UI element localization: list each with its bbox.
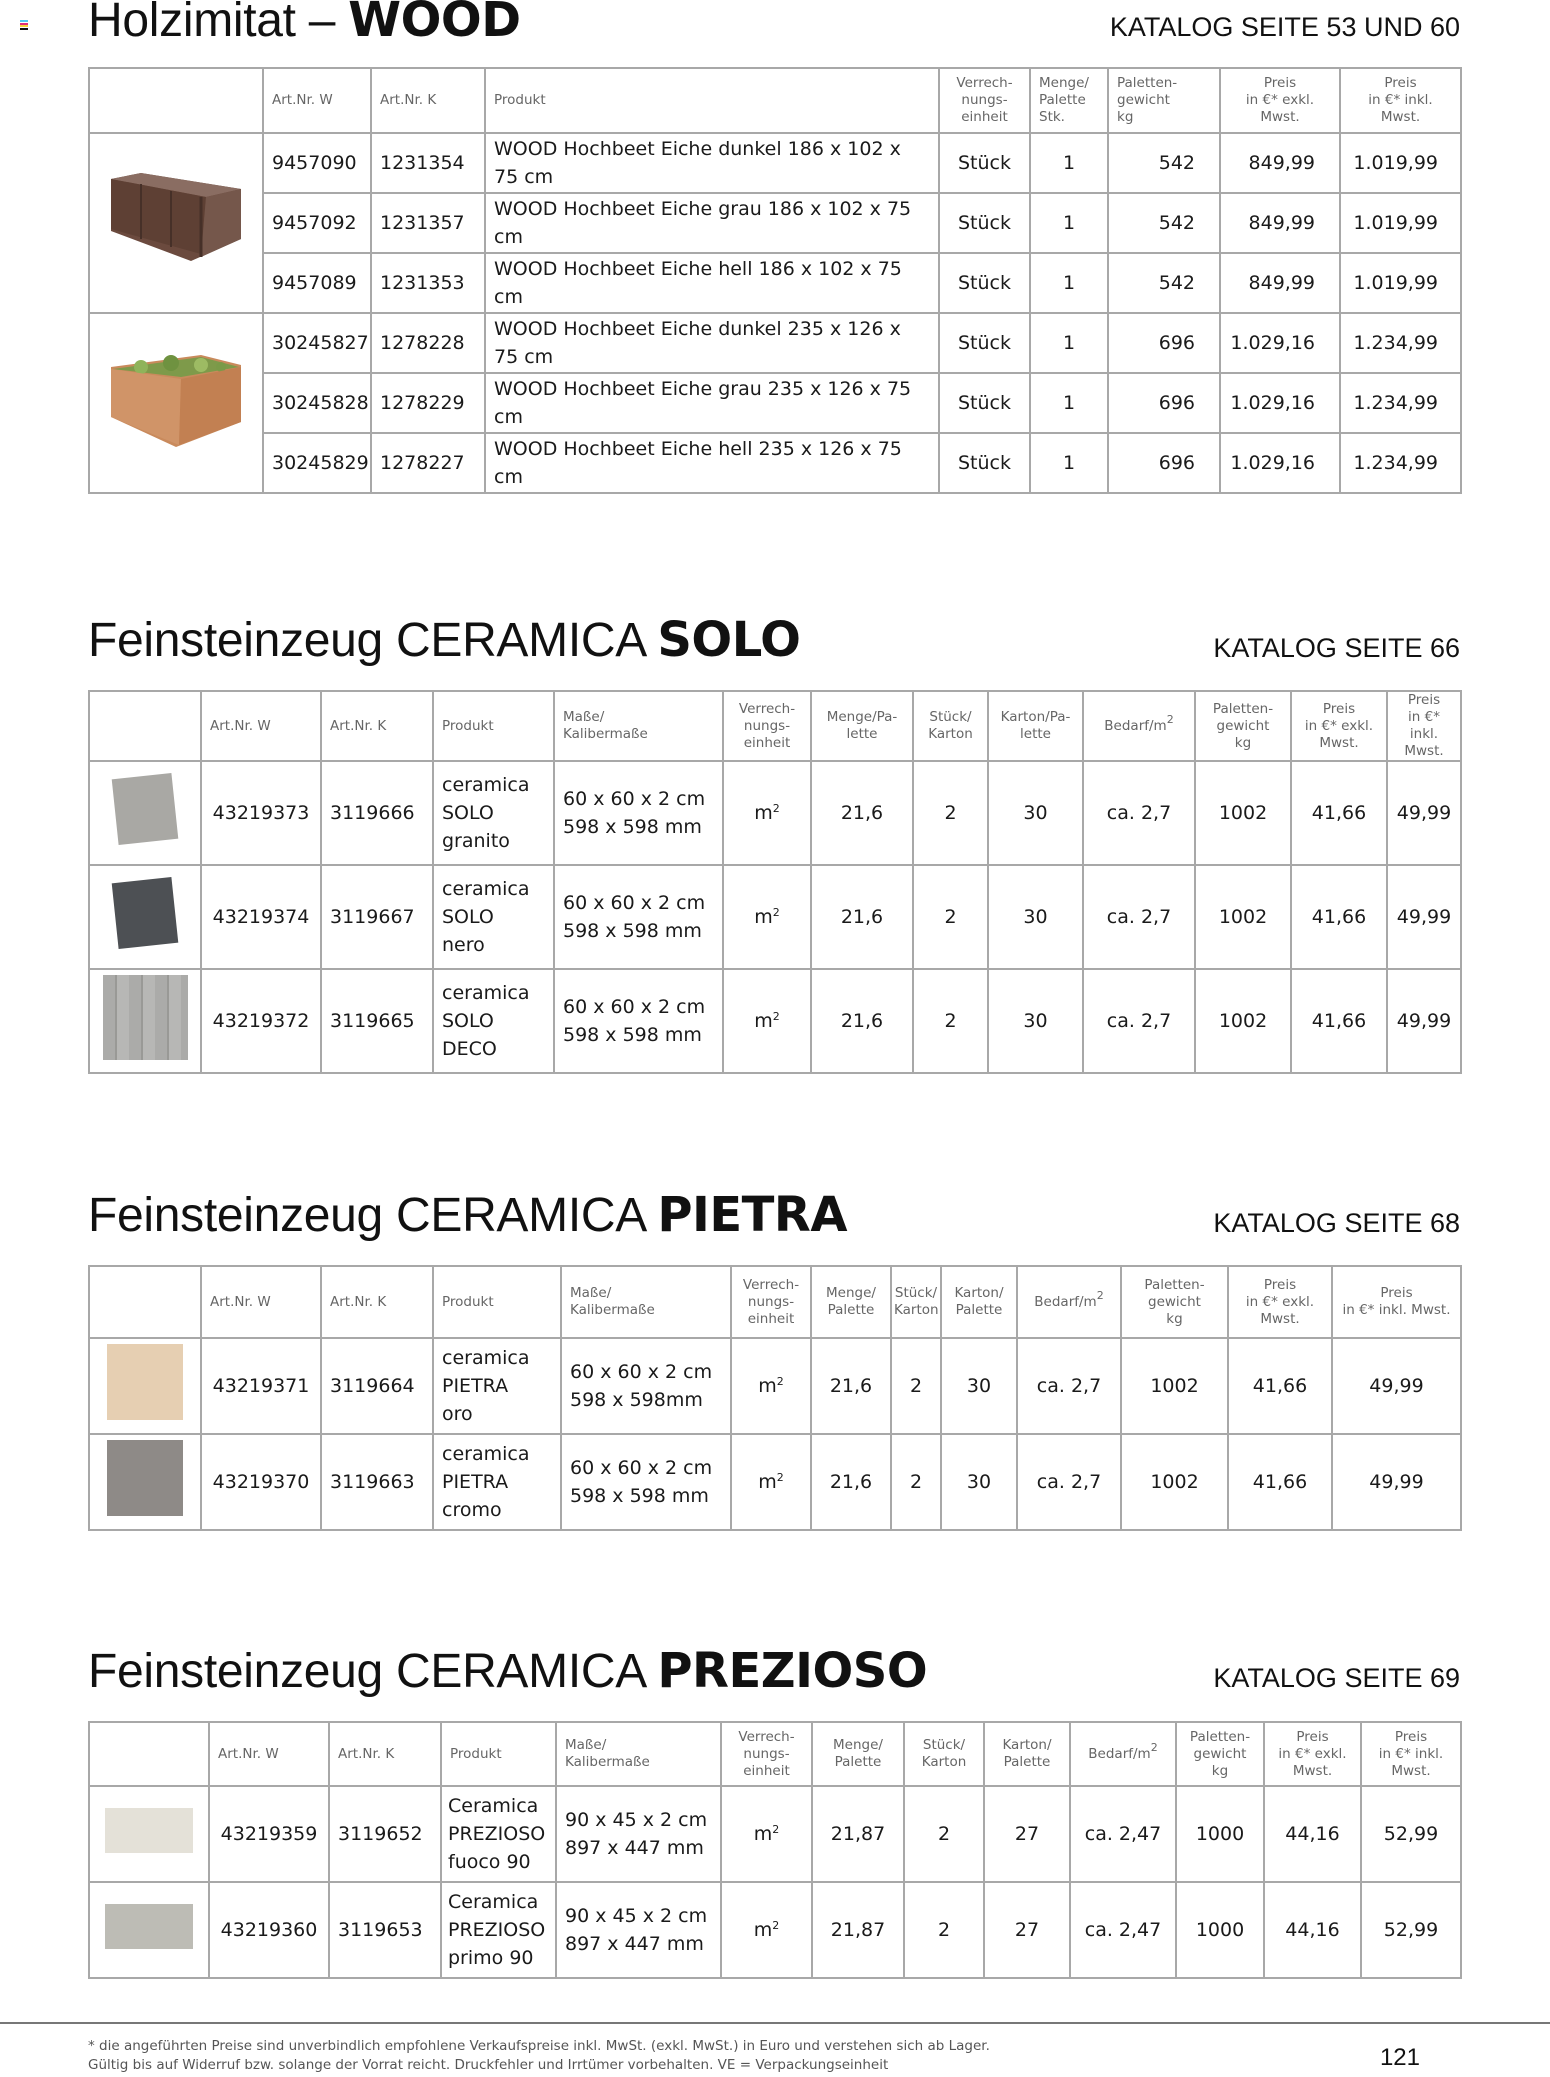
preis-inkl: 49,99 bbox=[1332, 1434, 1461, 1530]
art-nr-w: 30245827 bbox=[263, 313, 371, 373]
col-header-produkt: Produkt bbox=[433, 691, 554, 761]
table-header-row bbox=[89, 1722, 1461, 1786]
masse-line: 90 x 45 x 2 cm bbox=[565, 1905, 708, 1927]
produkt-line: ceramica bbox=[442, 1443, 530, 1465]
einheit: Stück bbox=[939, 253, 1030, 313]
title-bold: PIETRA bbox=[657, 1187, 848, 1243]
bedarf: ca. 2,7 bbox=[1083, 969, 1195, 1073]
preis-inkl: 49,99 bbox=[1387, 865, 1461, 969]
col-header-verrechnung: Verrech- nungs- einheit bbox=[723, 691, 811, 761]
masse bbox=[556, 1786, 721, 1882]
masse-line: 598 x 598 mm bbox=[563, 920, 702, 942]
produkt-line: Ceramica bbox=[448, 1891, 539, 1913]
einheit: Stück bbox=[939, 373, 1030, 433]
einheit-value: m bbox=[758, 1375, 777, 1397]
bedarf: ca. 2,47 bbox=[1070, 1882, 1176, 1978]
hochbeet-dunkel-image bbox=[101, 169, 251, 269]
product-image-cell bbox=[89, 1434, 201, 1530]
col-header-karton: Karton/ Palette bbox=[941, 1266, 1017, 1338]
col-header-produkt: Produkt bbox=[433, 1266, 561, 1338]
produkt: WOOD Hochbeet Eiche hell 186 x 102 x 75 cm bbox=[485, 253, 939, 313]
gewicht: 1002 bbox=[1121, 1434, 1228, 1530]
col-header-art-k: Art.Nr. K bbox=[329, 1722, 441, 1786]
katalog-reference-pietra: KATALOG SEITE 68 bbox=[1213, 1208, 1460, 1238]
einheit: $m^2$ bbox=[723, 865, 811, 969]
col-header-menge: Menge/ Palette bbox=[812, 1722, 904, 1786]
produkt-line: ceramica bbox=[442, 1347, 530, 1369]
col-header-karton: Karton/ Palette bbox=[984, 1722, 1070, 1786]
product-image-cell bbox=[89, 133, 263, 313]
produkt-line: Ceramica bbox=[448, 1795, 539, 1817]
table-row bbox=[89, 253, 1461, 313]
masse-line: 90 x 45 x 2 cm bbox=[565, 1809, 708, 1831]
produkt: WOOD Hochbeet Eiche dunkel 186 x 102 x 75 cm bbox=[485, 133, 939, 193]
art-nr-k: 3119652 bbox=[329, 1786, 441, 1882]
stueck: 2 bbox=[913, 865, 988, 969]
art-nr-w: 30245829 bbox=[263, 433, 371, 493]
produkt bbox=[441, 1882, 556, 1978]
produkt-line: granito bbox=[442, 830, 510, 852]
title-regular: Feinsteinzeug CERAMICA bbox=[88, 1645, 658, 1698]
image-header bbox=[89, 691, 201, 761]
art-nr-w: 9457089 bbox=[263, 253, 371, 313]
col-header-stueck: Stück/ Karton bbox=[913, 691, 988, 761]
produkt-line: cromo bbox=[442, 1499, 502, 1521]
produkt-line: PREZIOSO bbox=[448, 1919, 546, 1941]
preis-inkl: 49,99 bbox=[1332, 1338, 1461, 1434]
einheit: Stück bbox=[939, 193, 1030, 253]
menge: 1 bbox=[1030, 433, 1108, 493]
product-image-cell bbox=[89, 969, 201, 1073]
footer-divider bbox=[0, 2022, 1550, 2024]
karton: 30 bbox=[988, 969, 1083, 1073]
col-header-art-k: Art.Nr. K bbox=[371, 68, 485, 133]
table-row bbox=[89, 865, 1461, 969]
art-nr-k: 3119665 bbox=[321, 969, 433, 1073]
stueck: 2 bbox=[913, 761, 988, 865]
col-header-gewicht: Paletten- gewicht kg bbox=[1108, 68, 1220, 133]
gewicht: 542 bbox=[1108, 253, 1220, 313]
einheit: Stück bbox=[939, 433, 1030, 493]
title-bold: WOOD bbox=[348, 0, 521, 48]
masse bbox=[554, 865, 723, 969]
einheit-value: m bbox=[754, 1010, 773, 1032]
col-header-preis-exkl: Preis in €* exkl. Mwst. bbox=[1291, 691, 1387, 761]
prezioso-product-table bbox=[88, 1721, 1462, 1979]
preis-inkl: 52,99 bbox=[1361, 1786, 1461, 1882]
gewicht: 696 bbox=[1108, 433, 1220, 493]
stueck: 2 bbox=[913, 969, 988, 1073]
katalog-reference-wood: KATALOG SEITE 53 UND 60 bbox=[1109, 12, 1460, 42]
bedarf-label: Bedarf/m bbox=[1104, 717, 1167, 734]
produkt-line: DECO bbox=[442, 1038, 497, 1060]
col-header-preis-inkl: Preis in €* inkl. Mwst. bbox=[1340, 68, 1461, 133]
art-nr-k: 1278229 bbox=[371, 373, 485, 433]
footnote-line: * die angeführten Preise sind unverbindlich empfohlene Verkaufspreise inkl. MwSt. (exkl. MwSt.) in Euro und verstehen sich ab Lager. bbox=[88, 2038, 990, 2054]
col-header-menge: Menge/ Palette bbox=[811, 1266, 891, 1338]
col-header-gewicht: Paletten- gewicht kg bbox=[1176, 1722, 1264, 1786]
title-regular: Feinsteinzeug CERAMICA bbox=[88, 1189, 658, 1242]
gewicht: 1002 bbox=[1195, 865, 1291, 969]
col-header-stueck: Stück/ Karton bbox=[904, 1722, 984, 1786]
art-nr-k: 1278227 bbox=[371, 433, 485, 493]
produkt-line: PREZIOSO bbox=[448, 1823, 546, 1845]
art-nr-k: 3119664 bbox=[321, 1338, 433, 1434]
product-image-cell bbox=[89, 1882, 209, 1978]
preis-exkl: 41,66 bbox=[1228, 1434, 1332, 1530]
col-header-art-k: Art.Nr. K bbox=[321, 691, 433, 761]
col-header-verrechnung: Verrech- nungs- einheit bbox=[721, 1722, 812, 1786]
section-title-prezioso bbox=[88, 1643, 927, 1699]
stueck: 2 bbox=[891, 1338, 941, 1434]
tile-swatch-fuoco bbox=[105, 1808, 193, 1853]
masse-line: 60 x 60 x 2 cm bbox=[563, 892, 706, 914]
col-header-art-w: Art.Nr. W bbox=[201, 691, 321, 761]
col-header-bedarf: Bedarf/$m^2$ bbox=[1070, 1722, 1176, 1786]
einheit: $m^2$ bbox=[721, 1882, 812, 1978]
produkt-line: PIETRA bbox=[442, 1471, 509, 1493]
art-nr-w: 43219374 bbox=[201, 865, 321, 969]
bedarf-label: Bedarf/m bbox=[1034, 1293, 1097, 1310]
col-header-art-w: Art.Nr. W bbox=[263, 68, 371, 133]
col-header-verrechnung: Verrech- nungs- einheit bbox=[731, 1266, 811, 1338]
col-header-produkt: Produkt bbox=[441, 1722, 556, 1786]
col-header-verrechnung: Verrech- nungs- einheit bbox=[939, 68, 1030, 133]
page-number: 121 bbox=[1379, 2044, 1420, 2071]
produkt bbox=[433, 969, 554, 1073]
art-nr-w: 9457092 bbox=[263, 193, 371, 253]
col-header-masse: Maße/ Kalibermaße bbox=[556, 1722, 721, 1786]
einheit-value: m bbox=[753, 1919, 773, 1941]
gewicht: 1002 bbox=[1195, 761, 1291, 865]
title-bold: PREZIOSO bbox=[657, 1643, 928, 1699]
produkt-line: ceramica bbox=[442, 774, 530, 796]
preis-exkl: 41,66 bbox=[1291, 969, 1387, 1073]
col-header-preis-inkl: Preis in €* inkl. Mwst. bbox=[1361, 1722, 1461, 1786]
title-bold: SOLO bbox=[657, 612, 801, 668]
einheit: $m^2$ bbox=[731, 1434, 811, 1530]
col-header-bedarf: Bedarf/$m^2$ bbox=[1083, 691, 1195, 761]
table-row bbox=[89, 313, 1461, 373]
menge: 21,6 bbox=[811, 1434, 891, 1530]
menge: 1 bbox=[1030, 313, 1108, 373]
tile-swatch-primo bbox=[105, 1904, 193, 1949]
tile-swatch-oro bbox=[107, 1344, 183, 1420]
gewicht: 696 bbox=[1108, 373, 1220, 433]
table-row bbox=[89, 1786, 1461, 1882]
produkt-line: ceramica bbox=[442, 982, 530, 1004]
print-registration-mark bbox=[20, 20, 28, 29]
product-image-cell bbox=[89, 761, 201, 865]
preis-exkl: 41,66 bbox=[1291, 761, 1387, 865]
art-nr-k: 1231354 bbox=[371, 133, 485, 193]
karton: 27 bbox=[984, 1882, 1070, 1978]
table-header-row bbox=[89, 68, 1461, 133]
art-nr-w: 30245828 bbox=[263, 373, 371, 433]
masse-line: 60 x 60 x 2 cm bbox=[563, 788, 706, 810]
produkt-line: PIETRA bbox=[442, 1375, 509, 1397]
einheit: $m^2$ bbox=[731, 1338, 811, 1434]
tile-swatch-nero bbox=[112, 877, 179, 949]
menge: 21,87 bbox=[812, 1882, 904, 1978]
produkt bbox=[433, 865, 554, 969]
image-header bbox=[89, 68, 263, 133]
hochbeet-hell-bepflanzt-image bbox=[101, 347, 251, 452]
preis-exkl: 41,66 bbox=[1228, 1338, 1332, 1434]
masse-line: 60 x 60 x 2 cm bbox=[570, 1361, 713, 1383]
gewicht: 1002 bbox=[1195, 969, 1291, 1073]
produkt-line: nero bbox=[442, 934, 485, 956]
footnote-line: Gültig bis auf Widerruf bzw. solange der Vorrat reicht. Druckfehler und Irrtümer vorbehalten. VE = Verpackungseinheit bbox=[88, 2057, 889, 2073]
preis-inkl: 49,99 bbox=[1387, 761, 1461, 865]
preis-inkl: 1.019,99 bbox=[1340, 253, 1461, 313]
bedarf-label: Bedarf/m bbox=[1088, 1745, 1151, 1762]
col-header-gewicht: Paletten- gewicht kg bbox=[1121, 1266, 1228, 1338]
masse-line: 897 x 447 mm bbox=[565, 1933, 704, 1955]
table-row bbox=[89, 969, 1461, 1073]
preis-exkl: 44,16 bbox=[1264, 1882, 1361, 1978]
tile-swatch-cromo bbox=[107, 1440, 183, 1516]
menge: 1 bbox=[1030, 133, 1108, 193]
bedarf: ca. 2,47 bbox=[1070, 1786, 1176, 1882]
produkt bbox=[433, 1434, 561, 1530]
preis-exkl: 44,16 bbox=[1264, 1786, 1361, 1882]
produkt-line: ceramica bbox=[442, 878, 530, 900]
menge: 21,6 bbox=[811, 1338, 891, 1434]
preis-exkl: 1.029,16 bbox=[1220, 433, 1340, 493]
menge: 21,6 bbox=[811, 969, 913, 1073]
produkt: WOOD Hochbeet Eiche hell 235 x 126 x 75 cm bbox=[485, 433, 939, 493]
table-row bbox=[89, 761, 1461, 865]
menge: 21,87 bbox=[812, 1786, 904, 1882]
table-header-row bbox=[89, 1266, 1461, 1338]
art-nr-w: 43219370 bbox=[201, 1434, 321, 1530]
einheit-value: m bbox=[754, 906, 773, 928]
table-row bbox=[89, 373, 1461, 433]
karton: 30 bbox=[941, 1434, 1017, 1530]
art-nr-w: 43219371 bbox=[201, 1338, 321, 1434]
produkt: WOOD Hochbeet Eiche grau 186 x 102 x 75 cm bbox=[485, 193, 939, 253]
tile-swatch-granito bbox=[112, 773, 179, 845]
art-nr-k: 1231357 bbox=[371, 193, 485, 253]
einheit: Stück bbox=[939, 133, 1030, 193]
produkt-line: fuoco 90 bbox=[448, 1851, 531, 1873]
karton: 30 bbox=[941, 1338, 1017, 1434]
bedarf: ca. 2,7 bbox=[1017, 1338, 1121, 1434]
masse-line: 598 x 598 mm bbox=[563, 1024, 702, 1046]
col-header-art-k: Art.Nr. K bbox=[321, 1266, 433, 1338]
tile-swatch-deco bbox=[103, 975, 188, 1060]
einheit: Stück bbox=[939, 313, 1030, 373]
menge: 1 bbox=[1030, 193, 1108, 253]
stueck: 2 bbox=[904, 1882, 984, 1978]
masse bbox=[561, 1434, 731, 1530]
preis-inkl: 49,99 bbox=[1387, 969, 1461, 1073]
section-title-pietra bbox=[88, 1187, 847, 1243]
table-row bbox=[89, 133, 1461, 193]
product-image-cell bbox=[89, 313, 263, 493]
col-header-gewicht: Paletten- gewicht kg bbox=[1195, 691, 1291, 761]
image-header bbox=[89, 1266, 201, 1338]
einheit-value: m bbox=[758, 1471, 777, 1493]
produkt-line: SOLO bbox=[442, 1010, 494, 1032]
col-header-preis-exkl: Preis in €* exkl. Mwst. bbox=[1220, 68, 1340, 133]
stueck: 2 bbox=[891, 1434, 941, 1530]
karton: 27 bbox=[984, 1786, 1070, 1882]
produkt-line: primo 90 bbox=[448, 1947, 534, 1969]
einheit: $m^2$ bbox=[723, 969, 811, 1073]
col-header-produkt: Produkt bbox=[485, 68, 939, 133]
col-header-masse: Maße/ Kalibermaße bbox=[561, 1266, 731, 1338]
col-header-art-w: Art.Nr. W bbox=[201, 1266, 321, 1338]
produkt bbox=[441, 1786, 556, 1882]
menge: 1 bbox=[1030, 373, 1108, 433]
col-header-masse: Maße/ Kalibermaße bbox=[554, 691, 723, 761]
stueck: 2 bbox=[904, 1786, 984, 1882]
wood-product-table bbox=[88, 67, 1462, 494]
produkt: WOOD Hochbeet Eiche grau 235 x 126 x 75 cm bbox=[485, 373, 939, 433]
table-row bbox=[89, 1434, 1461, 1530]
art-nr-k: 3119666 bbox=[321, 761, 433, 865]
produkt-line: oro bbox=[442, 1403, 473, 1425]
masse-line: 598 x 598 mm bbox=[570, 1485, 709, 1507]
preis-exkl: 849,99 bbox=[1220, 193, 1340, 253]
gewicht: 1000 bbox=[1176, 1786, 1264, 1882]
preis-exkl: 849,99 bbox=[1220, 253, 1340, 313]
masse-line: 598 x 598 mm bbox=[563, 816, 702, 838]
col-header-preis-exkl: Preis in €* exkl. Mwst. bbox=[1228, 1266, 1332, 1338]
preis-inkl: 1.019,99 bbox=[1340, 193, 1461, 253]
title-regular: Holzimitat – bbox=[88, 0, 349, 47]
masse bbox=[561, 1338, 731, 1434]
solo-product-table bbox=[88, 690, 1462, 1074]
gewicht: 542 bbox=[1108, 193, 1220, 253]
produkt bbox=[433, 1338, 561, 1434]
katalog-reference-prezioso: KATALOG SEITE 69 bbox=[1213, 1663, 1460, 1693]
art-nr-w: 43219359 bbox=[209, 1786, 329, 1882]
menge: 21,6 bbox=[811, 865, 913, 969]
col-header-menge: Menge/ Palette Stk. bbox=[1030, 68, 1108, 133]
product-image-cell bbox=[89, 1786, 209, 1882]
einheit: $m^2$ bbox=[721, 1786, 812, 1882]
masse-line: 60 x 60 x 2 cm bbox=[563, 996, 706, 1018]
art-nr-k: 1231353 bbox=[371, 253, 485, 313]
masse bbox=[554, 969, 723, 1073]
preis-exkl: 849,99 bbox=[1220, 133, 1340, 193]
table-row bbox=[89, 1338, 1461, 1434]
masse bbox=[554, 761, 723, 865]
masse-line: 60 x 60 x 2 cm bbox=[570, 1457, 713, 1479]
table-row bbox=[89, 193, 1461, 253]
katalog-reference-solo: KATALOG SEITE 66 bbox=[1213, 633, 1460, 663]
preis-inkl: 1.019,99 bbox=[1340, 133, 1461, 193]
pietra-product-table bbox=[88, 1265, 1462, 1531]
col-header-art-w: Art.Nr. W bbox=[209, 1722, 329, 1786]
section-title-solo bbox=[88, 612, 800, 668]
col-header-stueck: Stück/ Karton bbox=[891, 1266, 941, 1338]
table-row bbox=[89, 1882, 1461, 1978]
menge: 21,6 bbox=[811, 761, 913, 865]
masse-line: 598 x 598mm bbox=[570, 1389, 703, 1411]
title-regular: Feinsteinzeug CERAMICA bbox=[88, 614, 658, 667]
einheit: $m^2$ bbox=[723, 761, 811, 865]
einheit-value: m bbox=[754, 802, 773, 824]
section-title-wood bbox=[88, 0, 521, 48]
masse-line: 897 x 447 mm bbox=[565, 1837, 704, 1859]
price-footnote bbox=[88, 2037, 990, 2075]
karton: 30 bbox=[988, 865, 1083, 969]
art-nr-k: 1278228 bbox=[371, 313, 485, 373]
masse bbox=[556, 1882, 721, 1978]
gewicht: 1002 bbox=[1121, 1338, 1228, 1434]
art-nr-w: 43219373 bbox=[201, 761, 321, 865]
gewicht: 696 bbox=[1108, 313, 1220, 373]
gewicht: 1000 bbox=[1176, 1882, 1264, 1978]
produkt-line: SOLO bbox=[442, 906, 494, 928]
art-nr-k: 3119663 bbox=[321, 1434, 433, 1530]
preis-inkl: 1.234,99 bbox=[1340, 373, 1461, 433]
col-header-karton: Karton/Pa- lette bbox=[988, 691, 1083, 761]
art-nr-w: 43219360 bbox=[209, 1882, 329, 1978]
preis-exkl: 1.029,16 bbox=[1220, 373, 1340, 433]
bedarf: ca. 2,7 bbox=[1017, 1434, 1121, 1530]
einheit-value: m bbox=[753, 1823, 773, 1845]
gewicht: 542 bbox=[1108, 133, 1220, 193]
col-header-preis-inkl: Preis in €* inkl. Mwst. bbox=[1387, 691, 1461, 761]
preis-exkl: 41,66 bbox=[1291, 865, 1387, 969]
produkt-line: SOLO bbox=[442, 802, 494, 824]
col-header-bedarf: Bedarf/$m^2$ bbox=[1017, 1266, 1121, 1338]
product-image-cell bbox=[89, 1338, 201, 1434]
art-nr-w: 43219372 bbox=[201, 969, 321, 1073]
col-header-preis-exkl: Preis in €* exkl. Mwst. bbox=[1264, 1722, 1361, 1786]
col-header-menge: Menge/Pa- lette bbox=[811, 691, 913, 761]
karton: 30 bbox=[988, 761, 1083, 865]
image-header bbox=[89, 1722, 209, 1786]
menge: 1 bbox=[1030, 253, 1108, 313]
col-header-preis-inkl: Preis in €* inkl. Mwst. bbox=[1332, 1266, 1461, 1338]
table-header-row bbox=[89, 691, 1461, 761]
preis-inkl: 52,99 bbox=[1361, 1882, 1461, 1978]
product-image-cell bbox=[89, 865, 201, 969]
preis-inkl: 1.234,99 bbox=[1340, 313, 1461, 373]
art-nr-k: 3119653 bbox=[329, 1882, 441, 1978]
bedarf: ca. 2,7 bbox=[1083, 865, 1195, 969]
preis-exkl: 1.029,16 bbox=[1220, 313, 1340, 373]
produkt: WOOD Hochbeet Eiche dunkel 235 x 126 x 75 cm bbox=[485, 313, 939, 373]
bedarf: ca. 2,7 bbox=[1083, 761, 1195, 865]
art-nr-k: 3119667 bbox=[321, 865, 433, 969]
art-nr-w: 9457090 bbox=[263, 133, 371, 193]
preis-inkl: 1.234,99 bbox=[1340, 433, 1461, 493]
produkt bbox=[433, 761, 554, 865]
table-row bbox=[89, 433, 1461, 493]
